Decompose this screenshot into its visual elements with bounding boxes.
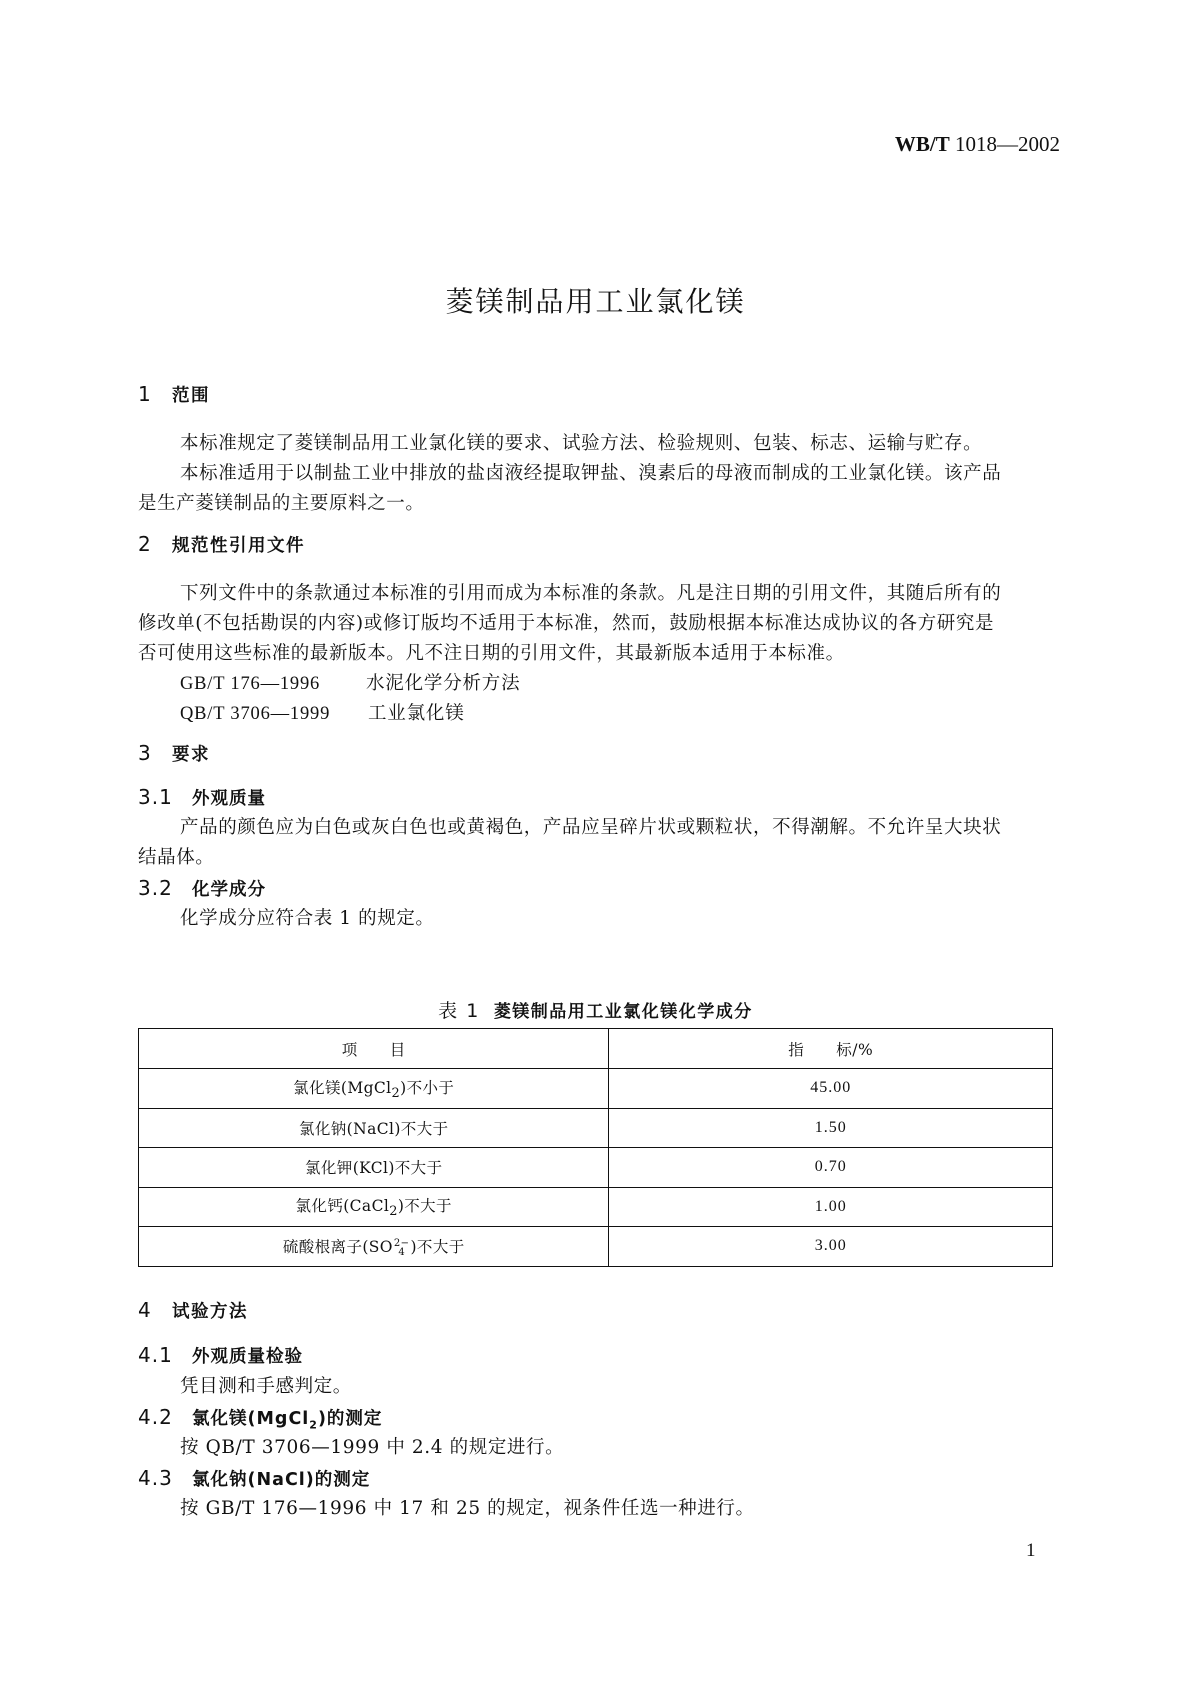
subsection-title-subscript: 2 — [309, 1418, 318, 1432]
row-item — [139, 1148, 609, 1188]
section-2-paragraph-line-1: 下列文件中的条款通过本标准的引用而成为本标准的条款。凡是注日期的引用文件，其随后所有的 — [180, 583, 1002, 604]
subsection-number: 3.1 — [138, 785, 173, 809]
column-header-value: 指 标/% — [609, 1029, 1053, 1069]
subsection-4-2-heading — [138, 1405, 382, 1432]
chemical-composition-table — [138, 1028, 1053, 1267]
standard-code — [780, 132, 1060, 157]
section-1-paragraph-1: 本标准规定了菱镁制品用工业氯化镁的要求、试验方法、检验规则、包装、标志、运输与贮存。 — [180, 433, 983, 454]
section-3-heading — [138, 741, 210, 766]
subsection-4-1-heading — [138, 1343, 303, 1368]
section-number: 4 — [138, 1298, 153, 1322]
section-1-paragraph-2-line-2: 是生产菱镁制品的主要原料之一。 — [138, 493, 425, 514]
row-value: 45.00 — [609, 1069, 1053, 1109]
table-row — [139, 1069, 1053, 1109]
row-item — [139, 1069, 609, 1109]
section-number: 1 — [138, 382, 153, 406]
item-subscript: 4 — [398, 1247, 406, 1259]
section-title: 要求 — [172, 745, 210, 765]
section-title: 试验方法 — [172, 1302, 248, 1322]
item-subscript: 2 — [389, 1204, 398, 1220]
reference-item — [180, 699, 465, 725]
subsection-title: 化学成分 — [192, 880, 266, 900]
reference-item — [180, 669, 520, 695]
table-row — [139, 1227, 1053, 1267]
table-number: 表 1 — [438, 1000, 480, 1022]
row-item — [139, 1227, 609, 1267]
section-2-paragraph-line-2: 修改单(不包括勘误的内容)或修订版均不适用于本标准，然而，鼓励根据本标准达成协议的各方研究是 — [138, 613, 995, 634]
reference-code: GB/T 176—1996 — [180, 674, 321, 694]
subsection-3-2-paragraph: 化学成分应符合表 1 的规定。 — [180, 908, 435, 929]
section-1-paragraph-2-line-1: 本标准适用于以制盐工业中排放的盐卤液经提取钾盐、溴素后的母液而制成的工业氯化镁。该产品 — [180, 463, 1002, 484]
subsection-4-3-paragraph: 按 GB/T 176—1996 中 17 和 25 的规定，视条件任选一种进行。 — [180, 1498, 755, 1519]
item-superscript: 2− — [393, 1238, 410, 1250]
section-2-heading — [138, 532, 305, 557]
subsection-number: 4.3 — [138, 1466, 173, 1490]
section-number: 3 — [138, 741, 153, 765]
subsection-3-2-heading — [138, 876, 266, 901]
table-row — [139, 1187, 1053, 1227]
subsection-title: 外观质量 — [192, 789, 266, 809]
row-value: 0.70 — [609, 1148, 1053, 1188]
item-text: 硫酸根离子(SO — [282, 1238, 393, 1257]
subsection-number: 3.2 — [138, 876, 173, 900]
row-value: 1.50 — [609, 1108, 1053, 1148]
page-number: 1 — [1026, 1540, 1036, 1561]
item-text: 氯化钠(NaCl)不大于 — [298, 1119, 449, 1138]
section-4-heading — [138, 1298, 248, 1323]
item-text: 氯化钙(CaCl — [295, 1197, 390, 1216]
row-item — [139, 1108, 609, 1148]
subsection-4-3-heading — [138, 1466, 370, 1491]
reference-name: 水泥化学分析方法 — [366, 674, 521, 694]
section-title: 规范性引用文件 — [172, 536, 305, 556]
table-row — [139, 1148, 1053, 1188]
item-text-suffix: )不小于 — [400, 1078, 455, 1097]
subsection-title-suffix: )的测定 — [317, 1409, 383, 1429]
standard-code-number: 1018—2002 — [955, 132, 1060, 156]
row-item — [139, 1187, 609, 1227]
column-header-item: 项 目 — [139, 1029, 609, 1069]
subsection-number: 4.2 — [138, 1405, 173, 1429]
standard-code-prefix: WB/T — [894, 132, 950, 156]
reference-code: QB/T 3706—1999 — [180, 704, 331, 724]
section-1-heading — [138, 382, 210, 407]
item-sub-sup — [394, 1239, 410, 1257]
subsection-number: 4.1 — [138, 1343, 173, 1367]
subsection-title: 氯化钠(NaCl)的测定 — [192, 1470, 371, 1490]
item-text: 氯化钾(KCl)不大于 — [305, 1159, 443, 1178]
reference-name: 工业氯化镁 — [368, 704, 465, 724]
table-title: 菱镁制品用工业氯化镁化学成分 — [493, 1002, 753, 1022]
section-2-paragraph-line-3: 否可使用这些标准的最新版本。凡不注日期的引用文件，其最新版本适用于本标准。 — [138, 643, 845, 664]
subsection-4-1-paragraph: 凭目测和手感判定。 — [180, 1376, 352, 1397]
row-value: 1.00 — [609, 1187, 1053, 1227]
item-subscript: 2 — [391, 1085, 401, 1101]
subsection-title: 氯化镁(MgCl — [192, 1409, 310, 1429]
item-text-suffix: )不大于 — [397, 1197, 452, 1216]
document-title: 菱镁制品用工业氯化镁 — [445, 285, 746, 318]
section-number: 2 — [138, 532, 153, 556]
table-row — [139, 1108, 1053, 1148]
subsection-4-2-paragraph: 按 QB/T 3706—1999 中 2.4 的规定进行。 — [180, 1437, 565, 1458]
table-1-caption — [0, 996, 1191, 1023]
subsection-3-1-heading — [138, 785, 266, 810]
table-header-row — [139, 1029, 1053, 1069]
row-value: 3.00 — [609, 1227, 1053, 1267]
section-title: 范围 — [172, 386, 210, 406]
subsection-3-1-paragraph-line-2: 结晶体。 — [138, 847, 215, 868]
subsection-3-1-paragraph-line-1: 产品的颜色应为白色或灰白色也或黄褐色，产品应呈碎片状或颗粒状，不得潮解。不允许呈大块状 — [180, 817, 1002, 838]
subsection-title: 外观质量检验 — [192, 1347, 303, 1367]
item-text-suffix: )不大于 — [410, 1238, 465, 1257]
item-text: 氯化镁(MgCl — [293, 1078, 392, 1097]
